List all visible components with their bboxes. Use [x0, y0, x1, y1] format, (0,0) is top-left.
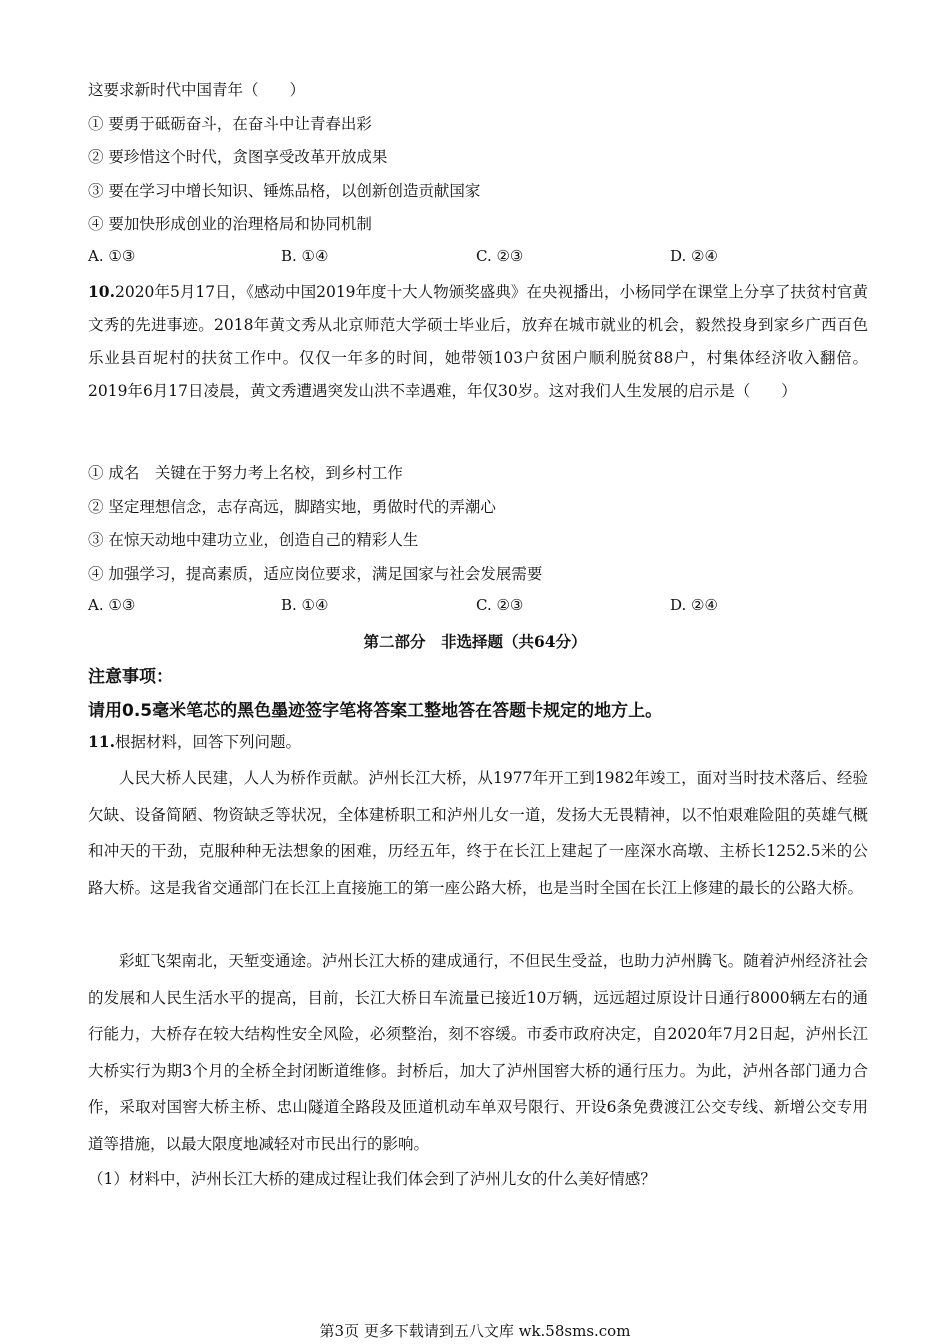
- notice-heading: 注意事项：: [88, 667, 173, 687]
- q10-options: [88, 596, 868, 618]
- q9-options: [88, 247, 868, 269]
- page-footer: 第3页 更多下载请到五八文库 wk.58sms.com: [319, 1322, 631, 1340]
- q10-number: 10.: [88, 282, 115, 301]
- q10-option-d[interactable]: D. ②④: [670, 596, 718, 614]
- q11-material-paragraph-2: 彩虹飞架南北，天堑变通途。泸州长江大桥的建成通行，不但民生受益，也助力泸州腾飞。随着泸州经济社会的发展和人民生活水平的提高，目前，长江大桥日车流量已接近10万辆，远远超过原设计日通行8000辆左右的通行能力，大桥存在较大结构性安全风险，必须整治，刻不容缓。市委市政府决定，自2020年7月2日起，泸州长江大桥实行为期3个月的全桥全封闭断道维修。封桥后，加大了泸州国窖大桥的通行压力。为此，泸州各部门通力合作，采取对国窖大桥主桥、忠山隧道全路段及匝道机动车单双号限行、开设6条免费渡江公交专线、新增公交专用道等措施，以最大限度地减轻对市民出行的影响。: [88, 952, 868, 1153]
- q10-item-3: ③ 在惊天动地中建功立业，创造自己的精彩人生: [88, 531, 419, 549]
- q9-item-1: ① 要勇于砥砺奋斗，在奋斗中让青春出彩: [88, 115, 372, 133]
- q11-material-paragraph-1: 人民大桥人民建，人人为桥作贡献。泸州长江大桥，从1977年开工到1982年竣工，面对当时技术落后、经验欠缺、设备简陋、物资缺乏等状况，全体建桥职工和泸州儿女一道，发扬大无畏精神，以不怕艰难险阻的英雄气概和冲天的干劲，克服种种无法想象的困难，历经五年，终于在长江上建起了一座深水高墩、主桥长1252.5米的公路大桥。这是我省交通部门在长江上直接施工的第一座公路大桥，也是当时全国在长江上修建的最长的公路大桥。: [88, 769, 868, 897]
- section-2-title: 第二部分 非选择题（共64分）: [363, 632, 587, 651]
- q11-subquestion-1: （1）材料中，泸州长江大桥的建成过程让我们体会到了泸州儿女的什么美好情感？: [88, 1170, 656, 1188]
- q11-number: 11.: [88, 732, 115, 751]
- q10-stem: [88, 275, 868, 408]
- q10-item-4: ④ 加强学习，提高素质，适应岗位要求，满足国家与社会发展需要: [88, 565, 543, 583]
- q10-option-a[interactable]: A. ①③: [88, 596, 136, 614]
- q11-stem: [88, 731, 870, 753]
- q11-stem-text: 根据材料，回答下列问题。: [114, 733, 301, 751]
- q9-option-b[interactable]: B. ①④: [281, 247, 329, 265]
- q10-stem-text: 2020年5月17日，《感动中国2019年度十大人物颁奖盛典》在央视播出，小杨同学在课堂上分享了扶贫村官黄文秀的先进事迹。2018年黄文秀从北京师范大学硕士毕业后，放弃在城市就业的机会，毅然投身到家乡广西百色乐业县百坭村的扶贫工作中。仅仅一年多的时间，她带领103户贫困户顺利脱贫88户，村集体经济收入翻倍。2019年6月17日凌晨，黄文秀遭遇突发山洪不幸遇难，年仅30岁。这对我们人生发展的启示是（ ）: [88, 283, 868, 400]
- q9-option-d[interactable]: D. ②④: [670, 247, 718, 265]
- q9-stem-tail: 这要求新时代中国青年（ ）: [88, 81, 306, 99]
- q10-item-1: ① 成名 关键在于努力考上名校，到乡村工作: [88, 464, 403, 482]
- q10-item-2: ② 坚定理想信念，志存高远，脚踏实地，勇做时代的弄潮心: [88, 498, 496, 516]
- q9-item-3: ③ 要在学习中增长知识、锤炼品格，以创新创造贡献国家: [88, 182, 481, 200]
- q9-option-c[interactable]: C. ②③: [476, 247, 524, 265]
- notice-text: 请用0.5毫米笔芯的黑色墨迹签字笔将答案工整地答在答题卡规定的地方上。: [88, 701, 663, 721]
- q9-item-4: ④ 要加快形成创业的治理格局和协同机制: [88, 215, 372, 233]
- q9-item-2: ② 要珍惜这个时代，贪图享受改革开放成果: [88, 148, 388, 166]
- q10-option-b[interactable]: B. ①④: [281, 596, 329, 614]
- q10-option-c[interactable]: C. ②③: [476, 596, 524, 614]
- q9-option-a[interactable]: A. ①③: [88, 247, 136, 265]
